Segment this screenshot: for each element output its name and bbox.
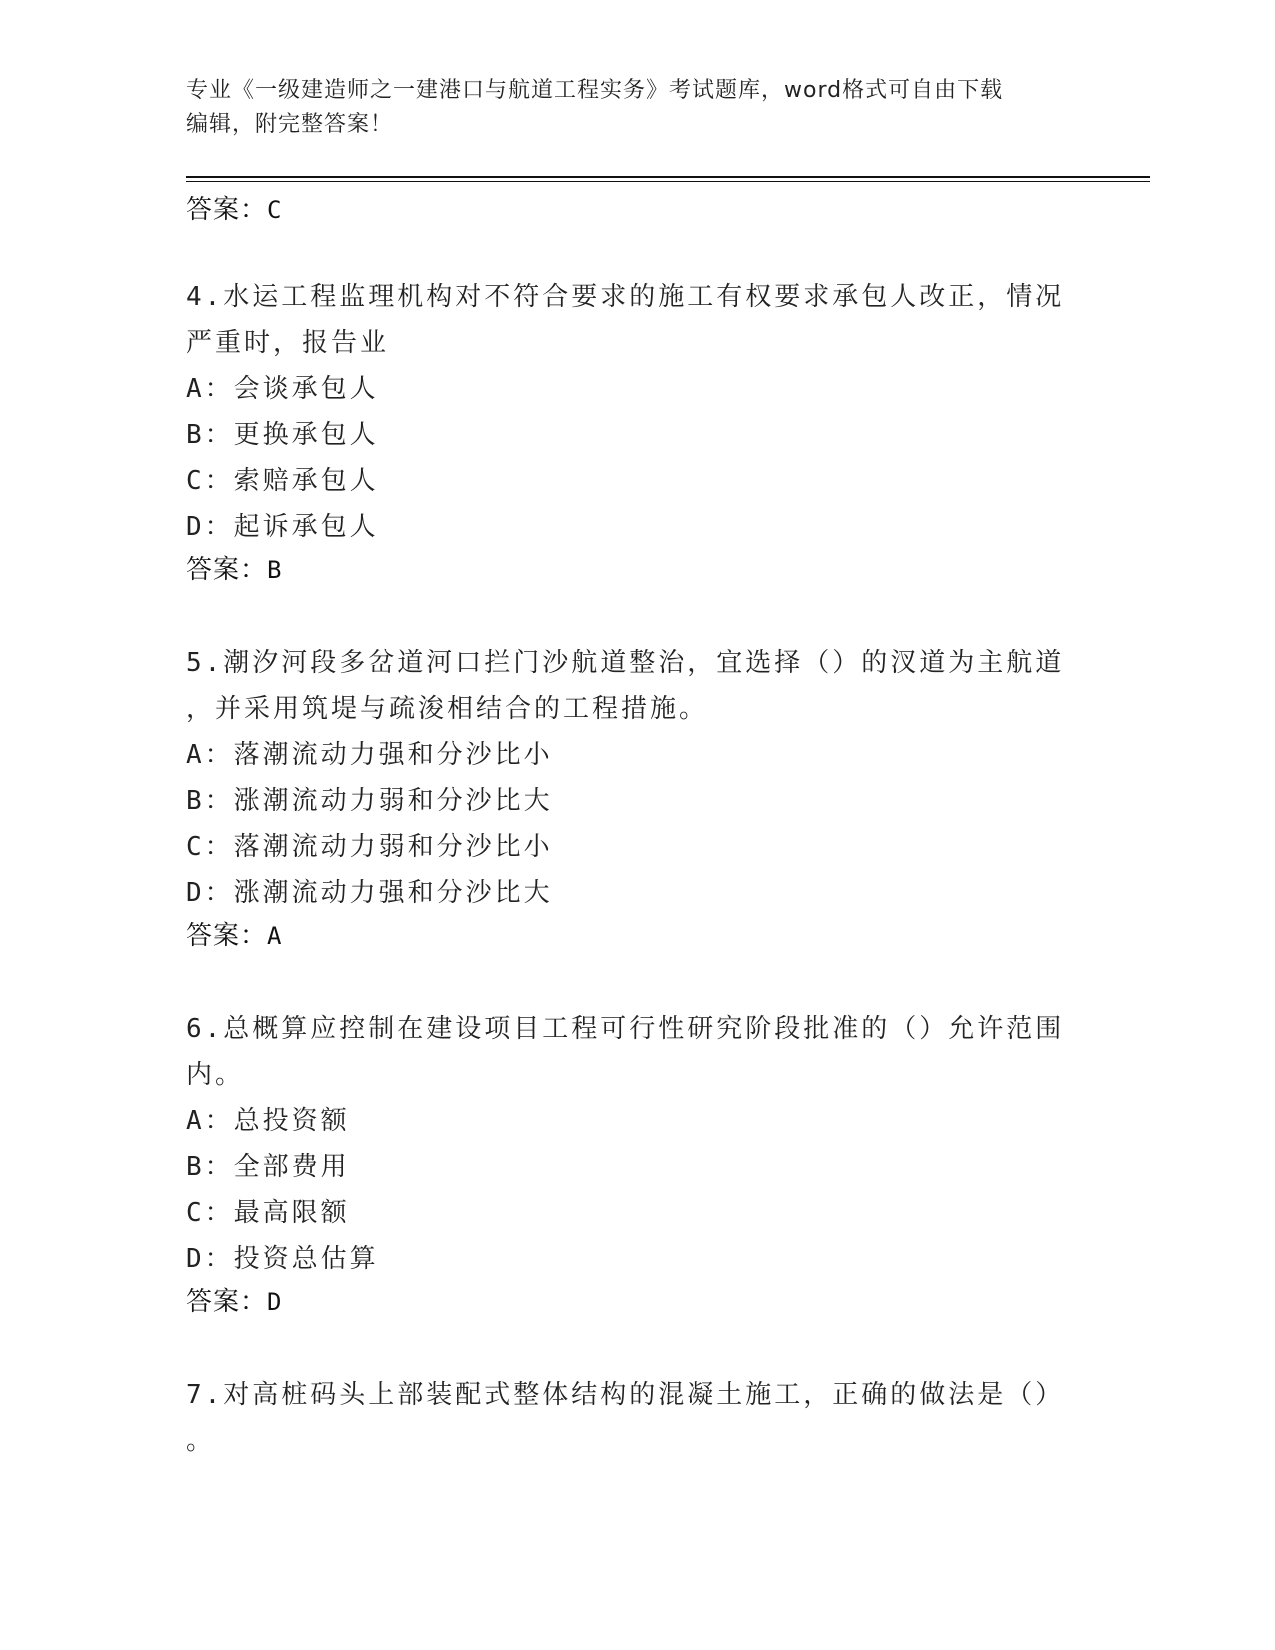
question-item <box>186 1006 1066 1322</box>
answer-line <box>186 550 1066 590</box>
answer-line <box>186 190 1066 230</box>
option-d: D：投资总估算 <box>186 1244 379 1274</box>
header-line-2: 编辑，附完整答案！ <box>186 112 394 137</box>
option-b: B：全部费用 <box>186 1152 350 1182</box>
option-c: C：落潮流动力弱和分沙比小 <box>186 832 553 862</box>
option-d: D：涨潮流动力强和分沙比大 <box>186 878 553 908</box>
answer-line <box>186 916 1066 956</box>
document-header <box>186 74 1086 142</box>
answer-value: B <box>267 556 283 584</box>
answer-label: 答案： <box>186 555 268 585</box>
question-stem-line: ，并采用筑堤与疏浚相结合的工程措施。 <box>186 694 709 724</box>
option-c: C：最高限额 <box>186 1198 350 1228</box>
question-stem-line: 严重时，报告业 <box>186 328 390 358</box>
header-rule-thick <box>186 176 1150 178</box>
answer-line <box>186 1282 1066 1322</box>
answer-value: A <box>267 922 283 950</box>
option-a: A：会谈承包人 <box>186 374 379 404</box>
question-list <box>186 190 1066 1464</box>
question-item <box>186 1372 1066 1464</box>
question-stem-line: 6.总概算应控制在建设项目工程可行性研究阶段批准的（）允许范围 <box>186 1014 1065 1044</box>
question-stem-line: 4.水运工程监理机构对不符合要求的施工有权要求承包人改正，情况 <box>186 282 1065 312</box>
answer-label: 答案： <box>186 1287 268 1317</box>
answer-label: 答案： <box>186 921 268 951</box>
answer-value: C <box>267 196 283 224</box>
option-a: A：总投资额 <box>186 1106 350 1136</box>
question-stem-line: 7.对高桩码头上部装配式整体结构的混凝土施工，正确的做法是（） <box>186 1380 1065 1410</box>
answer-label: 答案： <box>186 195 268 225</box>
question-item <box>186 640 1066 956</box>
option-b: B：更换承包人 <box>186 420 379 450</box>
option-b: B：涨潮流动力弱和分沙比大 <box>186 786 553 816</box>
header-rule-thin <box>186 181 1150 182</box>
question-stem-line: 5.潮汐河段多岔道河口拦门沙航道整治，宜选择（）的汊道为主航道 <box>186 648 1065 678</box>
option-a: A：落潮流动力强和分沙比小 <box>186 740 553 770</box>
question-item <box>186 274 1066 590</box>
option-c: C：索赔承包人 <box>186 466 379 496</box>
option-d: D：起诉承包人 <box>186 512 379 542</box>
answer-value: D <box>267 1288 283 1316</box>
header-line-1: 专业《一级建造师之一建港口与航道工程实务》考试题库，word格式可自由下载 <box>186 78 1004 103</box>
question-stem-line: 。 <box>186 1426 216 1456</box>
question-stem-line: 内。 <box>186 1060 245 1090</box>
